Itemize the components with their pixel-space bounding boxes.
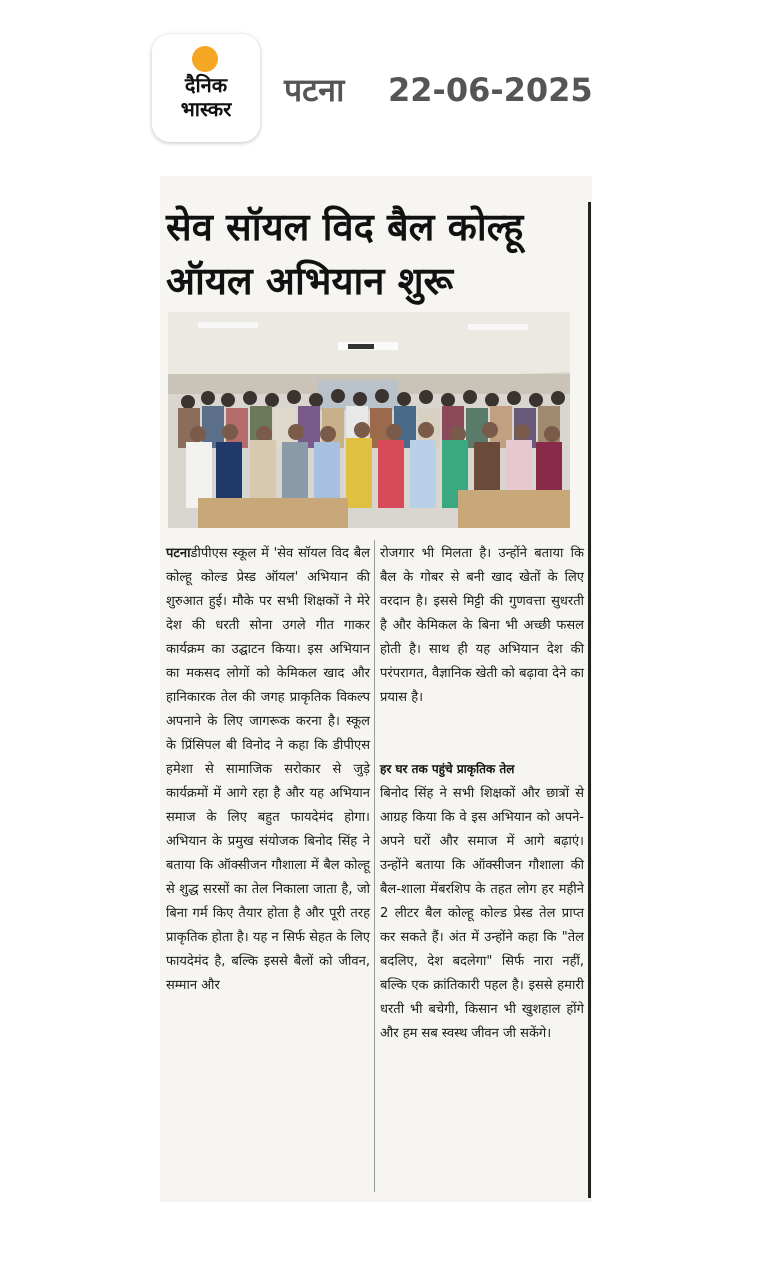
edition-city: पटना bbox=[284, 71, 345, 109]
article-column-1 bbox=[166, 542, 370, 998]
article-column-2-continued: बिनोद सिंह ने सभी शिक्षकों और छात्रों से आग्रह किया कि वे इस अभियान को अपने-अपने घरों और समाज में आगे बढ़ाएं। उन्होंने बताया कि ऑक्सीजन गौशाला की बैल-शाला मेंबरशिप के तहत लोग हर महीने 2 लीटर बैल कोल्हू कोल्ड प्रेस्ड तेल प्राप्त कर सकते हैं। अंत में उन्होंने कहा कि "तेल बदलिए, देश बदलेगा" सिर्फ नारा नहीं, बल्कि एक क्रांतिकारी पहल है। इससे हमारी धरती भी बचेगी, किसान भी खुशहाल होंगे और हम सब स्वस्थ जीवन जी सकेंगे। bbox=[380, 786, 584, 1041]
logo-line-1: दैनिक bbox=[184, 73, 228, 97]
column-rule bbox=[374, 540, 375, 1192]
logo-line-2: भास्कर bbox=[180, 97, 232, 121]
edition-date: 22-06-2025 bbox=[388, 71, 593, 109]
article-dateline: पटना bbox=[166, 546, 191, 561]
newspaper-logo bbox=[152, 34, 260, 142]
logo-sun-icon bbox=[192, 46, 218, 72]
article-column-1-text: डीपीएस स्कूल में 'सेव सॉयल विद बैल कोल्हू कोल्ड प्रेस्ड ऑयल' अभियान की शुरुआत हुई। मौके पर सभी शिक्षकों ने मेरे देश की धरती सोना उगले गीत गाकर कार्यक्रम का उद्घाटन किया। इस अभियान का मकसद लोगों को केमिकल खाद और हानिकारक तेल की जगह प्राकृतिक विकल्प अपनाने के लिए जागरूक करना है। स्कूल के प्रिंसिपल बी विनोद ने कहा कि डीपीएस हमेशा से सामाजिक सरोकार से जुड़े कार्यक्रमों में आगे रहा है और यह अभियान समाज के लिए बहुत फायदेमंद होगा। अभियान के प्रमुख संयोजक बिनोद सिंह ने बताया कि ऑक्सीजन गौशाला में बैल कोल्हू से शुद्ध सरसों का तेल निकाला जाता है, जो बिना गर्म किए तैयार होता है और पूरी तरह प्राकृतिक होता है। यह न सिर्फ सेहत के लिए फायदेमंद है, बल्कि इससे बैलों को जीवन, सम्मान और bbox=[166, 546, 370, 993]
article-photo bbox=[168, 312, 570, 528]
clipping-edge-rule bbox=[588, 202, 591, 1198]
article-subhead: हर घर तक पहुंचे प्राकृतिक तेल bbox=[380, 762, 515, 776]
article-headline: सेव सॉयल विद बैल कोल्हू ऑयल अभियान शुरू bbox=[166, 204, 524, 303]
article-column-2: रोजगार भी मिलता है। उन्होंने बताया कि बैल के गोबर से बनी खाद खेतों के लिए वरदान है। इससे मिट्टी की गुणवत्ता सुधरती है और केमिकल के बिना भी अच्छी फसल होती है। साथ ही यह अभियान देश की परंपरागत, वैज्ञानिक खेती को बढ़ावा देने का प्रयास है। bbox=[380, 546, 584, 705]
